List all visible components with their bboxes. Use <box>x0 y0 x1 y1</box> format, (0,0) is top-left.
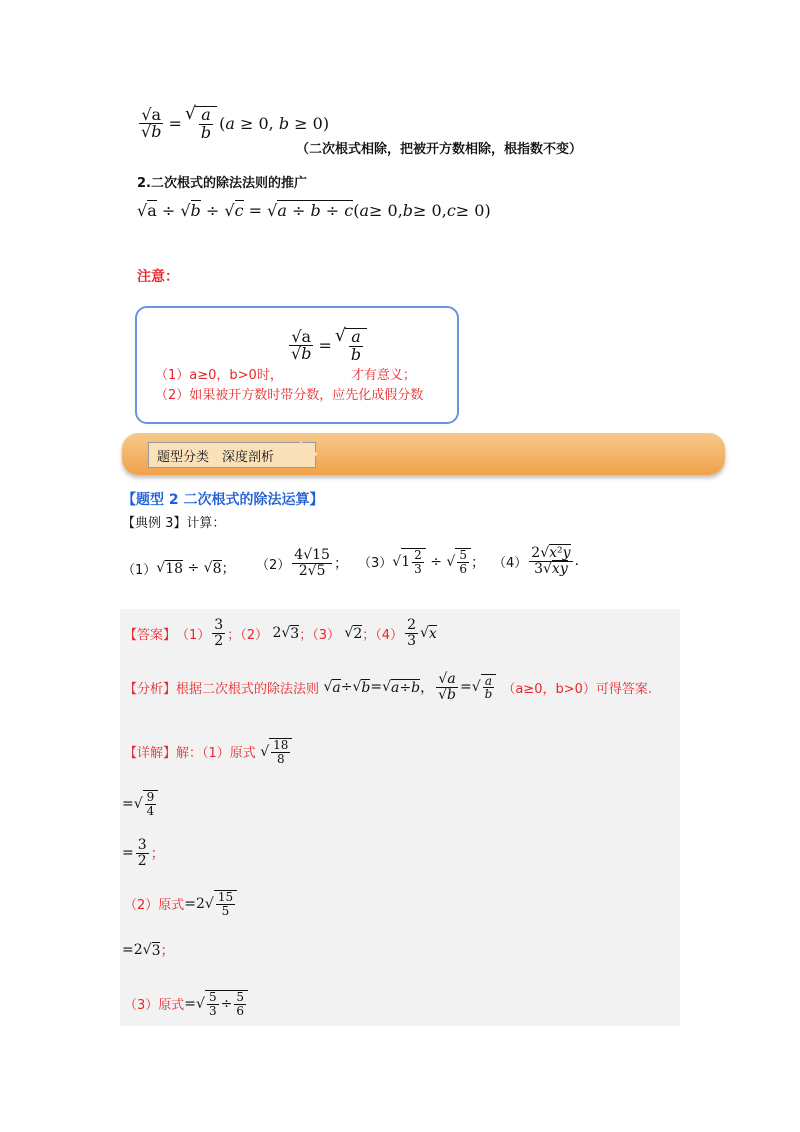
notice-formula: $\frac{√a}{√b}$ = √ $\frac{a}{b}$ <box>287 328 367 364</box>
example-label: 【典例 3】计算： <box>122 516 226 531</box>
banner-text: 题型分类 深度剖析 <box>157 450 275 465</box>
answer-line: 【答案】 （1） $\frac{3}{2}$ ；（2） 2√ 3 ；（3） √ 2 ；（4） $\frac{2}{3}$ √ x <box>124 617 437 649</box>
notice-item-1: （1）a≥0，b>0时， 才有意义； <box>155 368 416 383</box>
detail-line-2: （2）原式 =2√ $\frac{15}{5}$ <box>124 890 237 917</box>
problem-3: （3） √ 1 $\frac{2}{3}$ ÷ √ $\frac{5}{6}$ ； <box>358 548 485 576</box>
notice-item-2: （2）如果被开方数时带分数，应先化成假分数 <box>155 388 424 403</box>
problem-2: （2） $\frac{4√15}{2√5}$ ； <box>256 547 348 579</box>
rule2-formula: √ a ÷ √ b ÷ √ c = √ a ÷ b ÷ c ( a ≥ 0, b ≥ 0, c ≥ 0) <box>137 200 491 220</box>
notice-box <box>135 306 459 424</box>
banner-tag <box>148 442 316 468</box>
detail-step-1b: = $\frac{3}{2}$ ； <box>122 837 165 869</box>
banner-arrow-icon <box>300 441 318 467</box>
rule1-comment: （二次根式相除，把被开方数相除，根指数不变） <box>296 142 583 157</box>
problem-1: （1） √ 18 ÷ √ 8 ； <box>122 560 236 578</box>
detail-step-1a: =√ $\frac{9}{4}$ <box>122 790 158 817</box>
detail-step-2a: =2√ 3 ； <box>122 942 175 959</box>
detail-line-3: （3）原式 =√ $\frac{5}{3}$ ÷ $\frac{5}{6}$ <box>124 990 248 1017</box>
section-banner <box>122 433 725 475</box>
analysis-line: 【分析】 根据二次根式的除法法则 √ a ÷√ b =√ a÷b ， $\frac{√a}{√b}$ =√ $\frac{a}{b}$ （a≥0，b>0）可得答案. <box>124 671 653 703</box>
rule2-heading: 2.二次根式的除法法则的推广 <box>137 176 307 191</box>
problem-4: （4） $\frac{\text{2√x²y}}{3√xy}$ . <box>493 545 580 577</box>
division-rule-formula: $\frac{√a}{√b}$ = √ $\frac{a}{b}$ (a ≥ 0, b ≥ 0) <box>137 106 329 142</box>
detail-line-1: 【详解】 解：（1）原式 √ $\frac{18}{8}$ <box>124 738 292 765</box>
notice-label: 注意： <box>137 269 179 285</box>
section-title: 【题型 2 二次根式的除法运算】 <box>122 492 324 508</box>
